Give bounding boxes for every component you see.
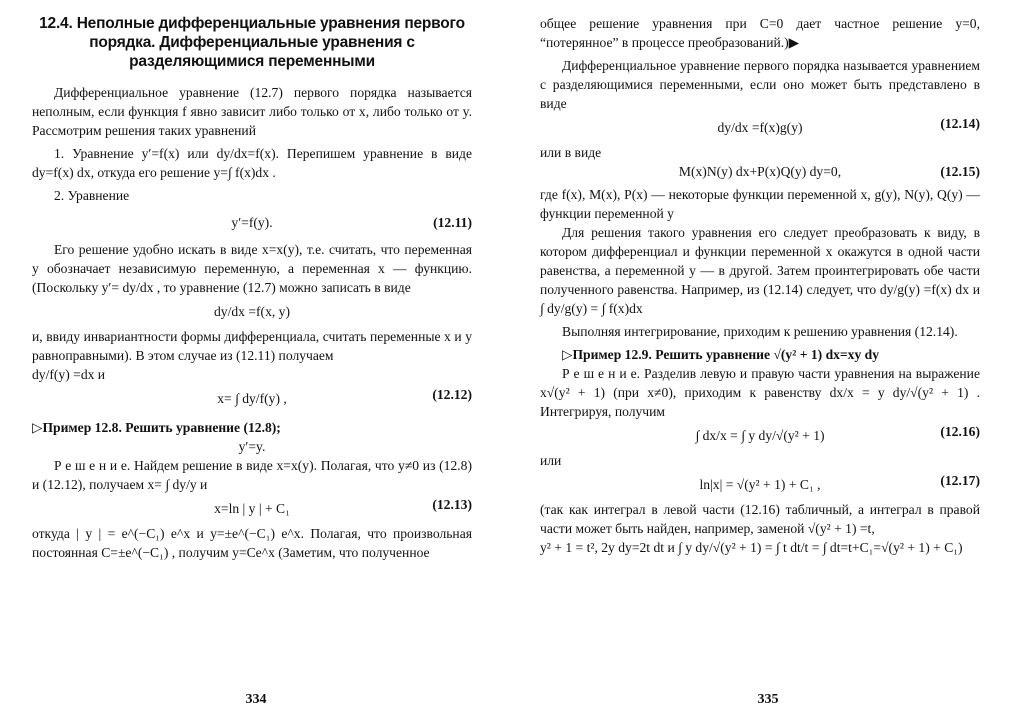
solution-12-8-paragraph: Р е ш е н и е. Найдем решение в виде x=x(y). Полагая, что y≠0 из (12.8) и (12.12), получаем x= ∫ dy/y и bbox=[32, 458, 472, 492]
equation-12-15-body: M(x)N(y) dx+P(x)Q(y) dy=0, bbox=[678, 164, 842, 179]
equation-dydx bbox=[32, 297, 472, 327]
equation-12-13-body: x=ln | y | + C₁ bbox=[214, 501, 290, 516]
equation-12-13 bbox=[32, 494, 472, 524]
equation-12-11-tag: (12.11) bbox=[433, 215, 472, 230]
performing-paragraph: Выполняя интегрирование, приходим к решению уравнения (12.14). bbox=[562, 324, 958, 339]
equation-12-11-body: y′=f(y). bbox=[231, 215, 273, 230]
method-paragraph: Для решения такого уравнения его следует преобразовать к виду, в котором дифференциал и функции переменной x окажутся в одной части равенства, а переменной y — в другой. Затем проинтегрировать обе части полученного равенства. Например, из (12.14) следует, что dy/g(y) =f(x) dx и ∫ dy/g(y) = ∫ f(x)dx bbox=[540, 225, 980, 316]
equation-12-16-body: ∫ dx/x = ∫ y dy/√(y² + 1) bbox=[695, 428, 825, 443]
right-page bbox=[512, 0, 1024, 724]
example-12-9-title: ▷Пример 12.9. Решить уравнение √(y² + 1) dx=xy dy bbox=[562, 347, 880, 362]
closing-paragraph: откуда | y | = e^(−C₁) e^x и y=±e^(−C₁) e^x. Полагая, что произвольная постоянная C=±e^(−C₁) , получим y=Ce^x (Заметим, что полученное bbox=[32, 526, 472, 560]
example-12-8-equation bbox=[32, 437, 472, 456]
or-form-text: или в виде bbox=[540, 145, 602, 160]
inline-equation: dy/f(y) =dx и bbox=[32, 367, 106, 382]
equation-12-16 bbox=[540, 421, 980, 451]
table-integral-note: (так как интеграл в левой части (12.16) табличный, а интеграл в правой части может быть найден, например, заменой √(y² + 1) =t, bbox=[540, 502, 980, 536]
case-1-paragraph: 1. Уравнение y′=f(x) или dy/dx=f(x). Перепишем уравнение в виде dy=f(x) dx, откуда его решение y=∫ f(x)dx . bbox=[32, 146, 472, 180]
example-12-8-equation-body: y′=y. bbox=[238, 439, 266, 454]
equation-12-14-body: dy/dx =f(x)g(y) bbox=[717, 120, 803, 135]
substitution-line: y² + 1 = t², 2y dy=2t dt и ∫ y dy/√(y² + 1) = ∫ t dt/t = ∫ dt=t+C₁=√(y² + 1) + C₁) bbox=[540, 540, 963, 555]
continuation-paragraph: общее решение уравнения при C=0 дает частное решение y=0, “потерянное” в процессе преобразований.)▶ bbox=[540, 16, 980, 50]
or-word: или bbox=[540, 453, 562, 468]
equation-12-13-tag: (12.13) bbox=[432, 497, 472, 512]
equation-12-16-tag: (12.16) bbox=[940, 424, 980, 439]
equation-12-17-body: ln|x| = √(y² + 1) + C₁ , bbox=[699, 477, 821, 492]
invariance-paragraph: и, ввиду инвариантности формы дифференциала, считать переменные x и y равноправными). В этом случае из (12.11) получаем bbox=[32, 329, 472, 363]
equation-12-11 bbox=[32, 213, 472, 232]
equation-12-14 bbox=[540, 113, 980, 143]
section-heading: 12.4. Неполные дифференциальные уравнения первого порядка. Дифференциальные уравнения с разделяющимися переменными bbox=[39, 15, 465, 70]
intro-paragraph: Дифференциальное уравнение (12.7) первого порядка называется неполным, если функция f явно зависит либо только от x, либо только от y. Рассмотрим решения таких уравнений bbox=[32, 85, 472, 138]
equation-12-12-tag: (12.12) bbox=[432, 387, 472, 402]
separable-paragraph: Дифференциальное уравнение первого порядка называется уравнением с разделяющимися переменными, если оно может быть представлено в виде bbox=[540, 58, 980, 111]
equation-12-12-body: x= ∫ dy/f(y) , bbox=[217, 391, 287, 406]
equation-12-15-tag: (12.15) bbox=[940, 164, 980, 179]
page-number-left: 334 bbox=[245, 692, 267, 707]
functions-note: где f(x), M(x), P(x) — некоторые функции переменной x, g(y), N(y), Q(y) — функции переменной y bbox=[540, 187, 980, 221]
equation-12-15 bbox=[540, 162, 980, 181]
case-2-title: 2. Уравнение bbox=[54, 188, 130, 203]
equation-12-12 bbox=[32, 384, 472, 414]
search-paragraph: Его решение удобно искать в виде x=x(y), т.е. считать, что переменная y обозначает независимую переменную, а переменная x — функцию. (Поскольку y′= dy/dx , то уравнение (12.7) можно записать в виде bbox=[32, 242, 472, 295]
equation-12-14-tag: (12.14) bbox=[940, 116, 980, 131]
equation-12-17-tag: (12.17) bbox=[940, 473, 980, 488]
page-number-right: 335 bbox=[757, 692, 779, 707]
equation-dydx-body: dy/dx =f(x, y) bbox=[213, 304, 290, 319]
equation-12-17 bbox=[540, 470, 980, 500]
solution-12-9-paragraph: Р е ш е н и е. Разделив левую и правую части уравнения на выражение x√(y² + 1) (при x≠0), приходим к равенству dx/x = y dy/√(y² + 1) . Интегрируя, получим bbox=[540, 366, 980, 419]
example-12-8-title: ▷Пример 12.8. Решить уравнение (12.8); bbox=[32, 420, 281, 435]
